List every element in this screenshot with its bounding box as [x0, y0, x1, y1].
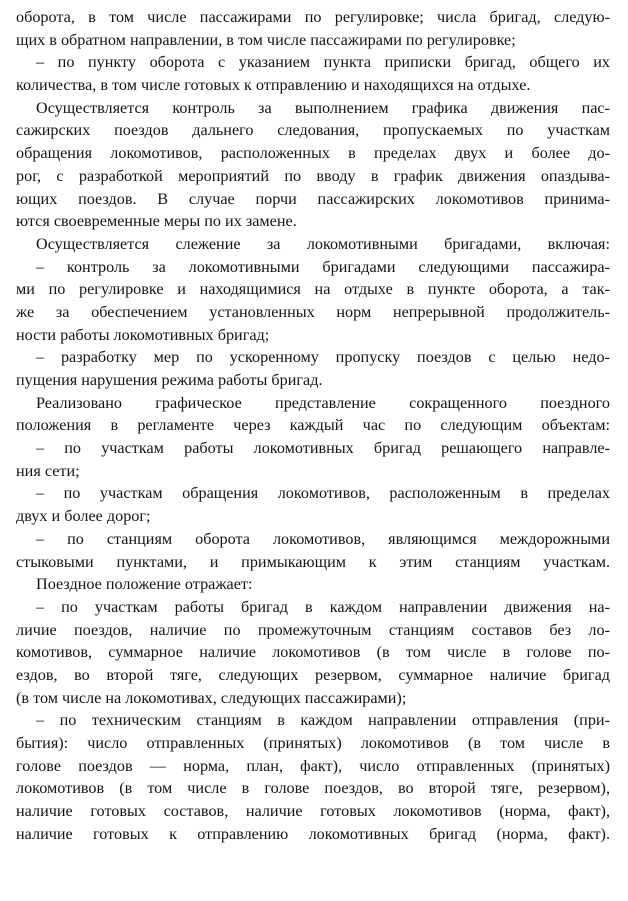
text-line: – по участкам обращения локомотивов, расположенным в пределах	[36, 484, 610, 503]
text-line: сажирских поездов дальнего следования, пропускаемых по участкам	[16, 121, 610, 140]
paragraph	[16, 437, 610, 482]
paragraph	[16, 6, 610, 51]
text-line: Поездное положение отражает:	[36, 575, 253, 594]
paragraph	[16, 392, 610, 437]
text-line: оборота, в том числе пассажирами по регулировке; числа бригад, следую-	[16, 8, 610, 26]
paragraph	[16, 528, 610, 573]
text-line: (в том числе на локомотивах, следующих пассажирами);	[16, 688, 407, 707]
text-line: же за обеспечением установленных норм непрерывной продолжитель-	[16, 302, 610, 321]
text-line: – по пункту оборота с указанием пункта приписки бригад, общего их	[36, 53, 610, 72]
text-line: положения в регламенте через каждый час по следующим объектам:	[16, 416, 610, 435]
text-line: – по техническим станциям в каждом направлении отправления (при-	[36, 711, 610, 730]
text-line: – разработку мер по ускоренному пропуску поездов с целью недо-	[36, 348, 610, 367]
paragraph	[16, 346, 610, 391]
text-line: количества, в том числе готовых к отправлению и находящихся на отдыхе.	[16, 76, 531, 95]
text-line: Осуществляется слежение за локомотивными бригадами, включая:	[36, 234, 610, 253]
text-line: – по станциям оборота локомотивов, являющимся междорожными	[36, 529, 610, 548]
paragraph	[16, 709, 610, 845]
paragraph	[16, 233, 610, 256]
text-line: Реализовано графическое представление сокращенного поездного	[36, 393, 610, 412]
text-line: ющих поездов. В случае порчи пассажирских локомотивов принима-	[16, 189, 610, 208]
text-line: – контроль за локомотивными бригадами следующими пассажира-	[36, 257, 610, 276]
text-line: комотивов, суммарное наличие локомотивов (в том числе в голове по-	[16, 643, 610, 662]
paragraph	[16, 256, 610, 347]
text-line: – по участкам работы бригад в каждом направлении движения на-	[36, 597, 610, 616]
text-line: – по участкам работы локомотивных бригад решающего направле-	[36, 439, 610, 458]
text-line: личие поездов, наличие по промежуточным станциям составов без ло-	[16, 620, 610, 639]
text-line: обращения локомотивов, расположенных в пределах двух и более до-	[16, 144, 610, 163]
text-line: рог, с разработкой мероприятий по вводу в график движения опаздыва-	[16, 166, 610, 185]
paragraph	[16, 573, 610, 596]
text-line: ности работы локомотивных бригад;	[16, 325, 270, 344]
text-line: наличие готовых к отправлению локомотивных бригад (норма, факт).	[16, 824, 610, 843]
text-line: ездов, во второй тяге, следующих резервом, суммарное наличие бригад	[16, 665, 610, 684]
paragraph	[16, 97, 610, 233]
text-line: бытия): число отправленных (принятых) локомотивов (в том числе в	[16, 734, 610, 752]
text-line: локомотивов (в том числе в голове поездов, во второй тяге, резервом),	[16, 779, 610, 798]
text-line: ми по регулировке и находящимися на отдыхе в пункте оборота, а так-	[16, 280, 610, 299]
text-line: Осуществляется контроль за выполнением графика движения пас-	[36, 98, 610, 117]
text-line: ются своевременные меры по их замене.	[16, 212, 297, 231]
text-line: наличие готовых составов, наличие готовых локомотивов (норма, факт),	[16, 802, 610, 821]
paragraph	[16, 482, 610, 527]
text-line: ния сети;	[16, 461, 80, 480]
paragraph	[16, 51, 610, 96]
text-line: двух и более дорог;	[16, 507, 151, 526]
text-line: стыковыми пунктами, и примыкающим к этим станциям участкам.	[16, 552, 610, 571]
text-line: пущения нарушения режима работы бригад.	[16, 371, 323, 389]
text-line: голове поездов — норма, план, факт), число отправленных (принятых)	[16, 756, 610, 775]
text-line: щих в обратном направлении, в том числе пассажирами по регулировке;	[16, 30, 516, 49]
paragraph	[16, 596, 610, 709]
